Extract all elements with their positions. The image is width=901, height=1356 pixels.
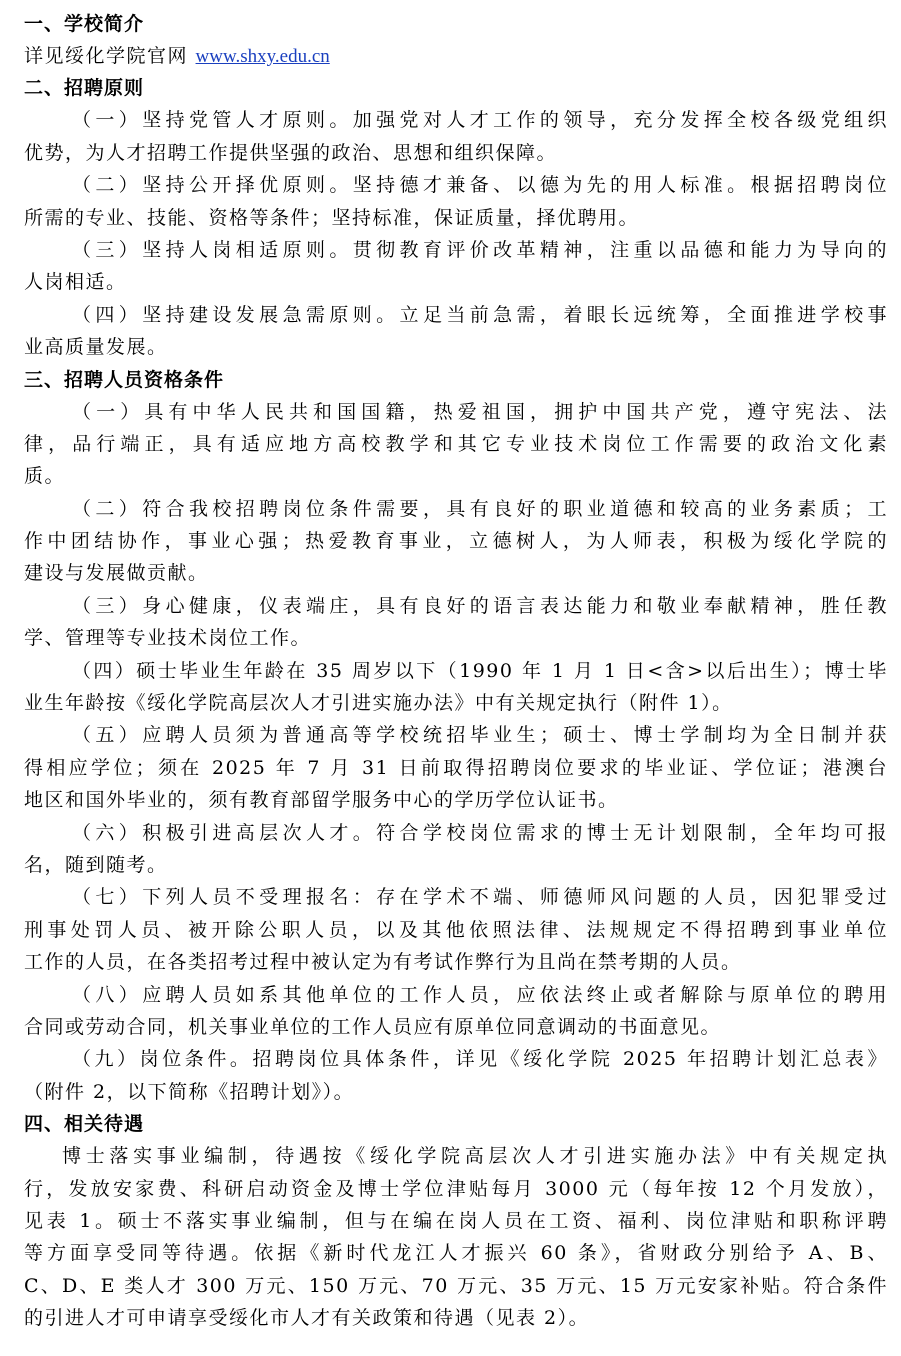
paragraph-line: 建设与发展做贡献。 [24,562,209,585]
paragraph-line: 所需的专业、技能、资格等条件；坚持标准，保证质量，择优聘用。 [24,206,640,229]
school-website-link[interactable]: www.shxy.edu.cn [195,46,330,67]
paragraph-line: （三）身心健康，仪表端庄，具有良好的语言表达能力和敬业奉献精神，胜任教 [72,594,888,617]
paragraph-line: 业高质量发展。 [24,336,168,359]
paragraph-line: 质。 [24,465,66,488]
paragraph-line: 博士落实事业编制，待遇按《绥化学院高层次人才引进实施办法》中有关规定执 [62,1145,888,1168]
paragraph-line: 得相应学位；须在 2025 年 7 月 31 日前取得招聘岗位要求的毕业证、学位证；港澳台 [24,756,888,779]
paragraph-line: 行，发放安家费、科研启动资金及博士学位津贴每月 3000 元（每年按 12 个月发放）， [24,1177,888,1200]
paragraph-line: （四）坚持建设发展急需原则。立足当前急需，着眼长远统筹，全面推进学校事 [72,303,888,326]
paragraph-line: 合同或劳动合同，机关事业单位的工作人员应有原单位同意调动的书面意见。 [24,1015,722,1038]
paragraph-line: 名，随到随考。 [24,853,168,876]
paragraph-line: （五）应聘人员须为普通高等学校统招毕业生；硕士、博士学制均为全日制并获 [72,724,888,747]
paragraph-line: （二）坚持公开择优原则。坚持德才兼备、以德为先的用人标准。根据招聘岗位 [72,174,888,197]
document-body [24,8,888,1334]
paragraph-line: 学、管理等专业技术岗位工作。 [24,627,312,650]
paragraph-line: （附件 2，以下简称《招聘计划》）。 [24,1080,355,1103]
paragraph-line: 刑事处罚人员、被开除公职人员，以及其他依照法律、法规规定不得招聘到事业单位 [24,918,888,941]
paragraph-line: （三）坚持人岗相适原则。贯彻教育评价改革精神，注重以品德和能力为导向的 [72,238,888,261]
paragraph-line: （四）硕士毕业生年龄在 35 周岁以下（1990 年 1 月 1 日<含>以后出生）；博士毕 [72,659,888,682]
paragraph-line: 业生年龄按《绥化学院高层次人才引进实施办法》中有关规定执行（附件 1）。 [24,692,733,715]
paragraph-line: 作中团结协作，事业心强；热爱教育事业，立德树人，为人师表，积极为绥化学院的 [24,530,888,553]
school-intro-text: 详见绥化学院官网 [24,45,196,67]
paragraph-line: （二）符合我校招聘岗位条件需要，具有良好的职业道德和较高的业务素质；工 [72,497,888,520]
section-heading-benefits: 四、相关待遇 [24,1113,145,1136]
paragraph-line: 等方面享受同等待遇。依据《新时代龙江人才振兴 60 条》，省财政分别给予 A、B、 [24,1242,888,1265]
paragraph-line: （七）下列人员不受理报名：存在学术不端、师德师风问题的人员，因犯罪受过 [72,886,888,909]
paragraph-line: 地区和国外毕业的，须有教育部留学服务中心的学历学位认证书。 [24,789,619,812]
section-heading-principles: 二、招聘原则 [24,77,145,100]
paragraph-line: （六）积极引进高层次人才。符合学校岗位需求的博士无计划限制，全年均可报 [72,821,888,844]
paragraph-line: （九）岗位条件。招聘岗位具体条件，详见《绥化学院 2025 年招聘计划汇总表》 [72,1048,888,1071]
school-intro-line [24,40,888,72]
paragraph-line: 律，品行端正，具有适应地方高校教学和其它专业技术岗位工作需要的政治文化素 [24,432,888,455]
paragraph-line: 人岗相适。 [24,271,127,294]
paragraph-line: C、D、E 类人才 300 万元、150 万元、70 万元、35 万元、15 万元安家补贴。符合条件 [24,1274,888,1297]
section-heading-qualifications: 三、招聘人员资格条件 [24,368,225,391]
paragraph-line: 见表 1。硕士不落实事业编制，但与在编在岗人员在工资、福利、岗位津贴和职称评聘 [24,1209,888,1232]
paragraph-line: （一）具有中华人民共和国国籍，热爱祖国，拥护中国共产党，遵守宪法、法 [72,400,888,423]
paragraph-line: （八）应聘人员如系其他单位的工作人员，应依法终止或者解除与原单位的聘用 [72,983,888,1006]
paragraph-line: （一）坚持党管人才原则。加强党对人才工作的领导，充分发挥全校各级党组织 [72,109,888,132]
paragraph-line: 工作的人员，在各类招考过程中被认定为有考试作弊行为且尚在禁考期的人员。 [24,951,742,974]
paragraph-line: 的引进人才可申请享受绥化市人才有关政策和待遇（见表 2）。 [24,1307,590,1330]
section-heading-school-intro: 一、学校简介 [24,13,145,35]
paragraph-line: 优势，为人才招聘工作提供坚强的政治、思想和组织保障。 [24,141,558,164]
